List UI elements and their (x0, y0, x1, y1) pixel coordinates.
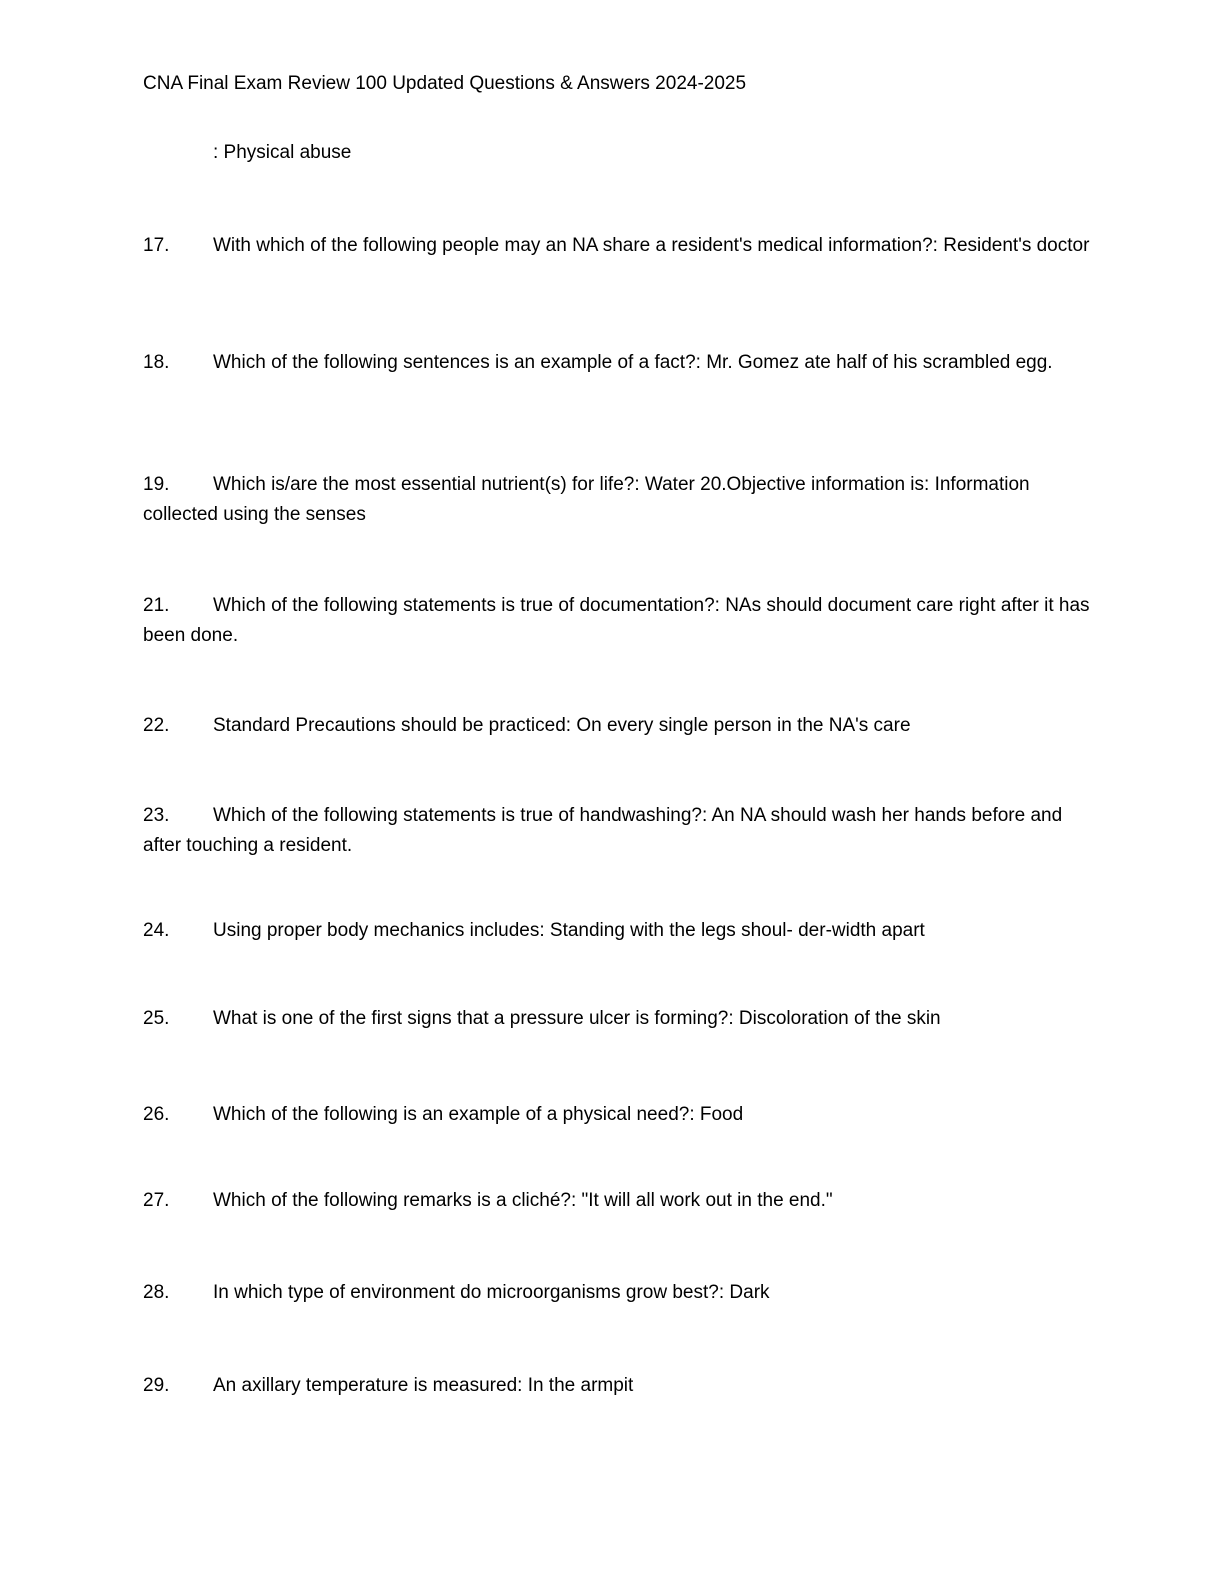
question-text: : Physical abuse (213, 142, 352, 163)
qa-item-25 (143, 1004, 1093, 1034)
question-text: Which of the following is an example of a physical need?: Food (213, 1104, 744, 1125)
qa-item-28 (143, 1278, 1093, 1308)
qa-item-18 (143, 348, 1093, 378)
question-text: Which of the following statements is true of documentation?: NAs should document care right after it has been done. (143, 595, 1090, 646)
document-title: CNA Final Exam Review 100 Updated Questions & Answers 2024-2025 (143, 73, 747, 94)
question-text: In which type of environment do microorganisms grow best?: Dark (213, 1282, 770, 1303)
question-number: 26. (143, 1104, 170, 1125)
question-text: With which of the following people may an NA share a resident's medical information?: Resident's doctor (213, 235, 1090, 256)
question-number: 24. (143, 920, 170, 941)
question-text: Which of the following statements is true of handwashing?: An NA should wash her hands before and after touching a resident. (143, 805, 1063, 856)
qa-item-26 (143, 1100, 1093, 1130)
question-number: 17. (143, 235, 170, 256)
question-number: 28. (143, 1282, 170, 1303)
question-number: 18. (143, 352, 170, 373)
qa-item-23 (143, 801, 1093, 861)
qa-item-22 (143, 711, 1093, 741)
question-number: 25. (143, 1008, 170, 1029)
qa-item-24 (143, 916, 1093, 946)
question-number: 21. (143, 595, 170, 616)
question-number: 23. (143, 805, 170, 826)
qa-item-17 (143, 231, 1093, 261)
qa-item-29 (143, 1371, 1093, 1401)
qa-item-19 (143, 470, 1093, 530)
question-text: Using proper body mechanics includes: Standing with the legs shoul- der-width apart (213, 920, 925, 941)
question-number: 27. (143, 1190, 170, 1211)
question-text: Which is/are the most essential nutrient(s) for life?: Water 20.Objective information is: Information collected using the senses (143, 474, 1030, 525)
question-number: 22. (143, 715, 170, 736)
question-text: Which of the following remarks is a cliché?: "It will all work out in the end." (213, 1190, 833, 1211)
question-number: 19. (143, 474, 170, 495)
question-text: An axillary temperature is measured: In the armpit (213, 1375, 634, 1396)
qa-item-21 (143, 591, 1093, 651)
question-text: What is one of the first signs that a pressure ulcer is forming?: Discoloration of the skin (213, 1008, 941, 1029)
question-text: Which of the following sentences is an example of a fact?: Mr. Gomez ate half of his scrambled egg. (213, 352, 1053, 373)
question-text: Standard Precautions should be practiced: On every single person in the NA's care (213, 715, 911, 736)
question-number: 29. (143, 1375, 170, 1396)
qa-item-27 (143, 1186, 1093, 1216)
qa-item-continuation (143, 138, 1093, 168)
